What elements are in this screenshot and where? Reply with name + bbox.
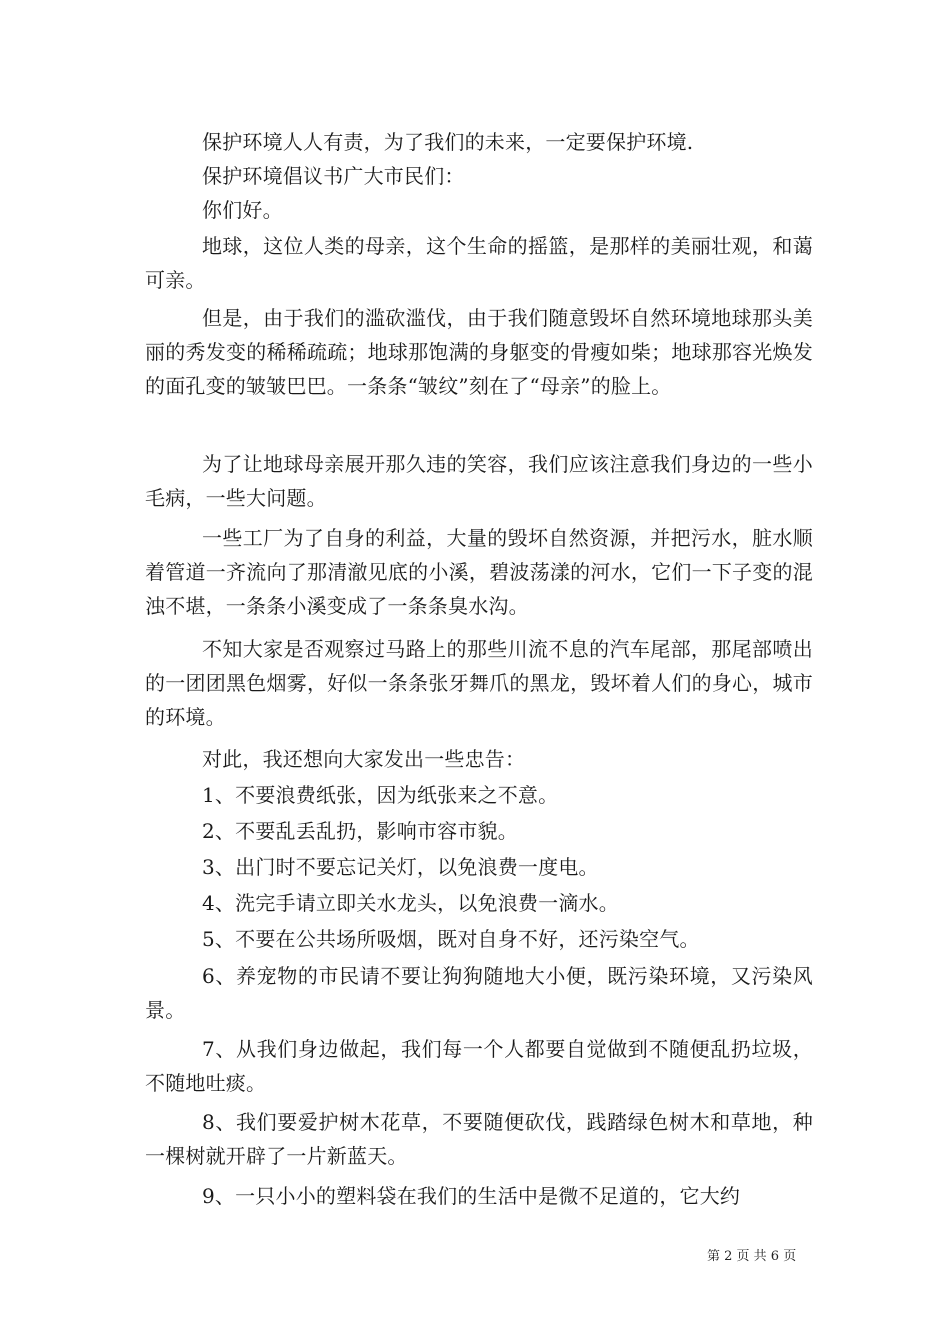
list-item-5: 5、不要在公共场所吸烟，既对自身不好，还污染空气。 [202,927,700,951]
list-item-7: 7、从我们身边做起，我们每一个人都要自觉做到不随便乱扔垃圾，不随地吐痰。 [145,1037,813,1095]
list-item-8: 8、我们要爱护树木花草，不要随便砍伐，践踏绿色树木和草地，种一棵树就开辟了一片新蓝天。 [145,1110,813,1168]
paragraph-4: 地球，这位人类的母亲，这个生命的摇篮，是那样的美丽壮观，和蔼可亲。 [145,234,813,292]
list-item-3: 3、出门时不要忘记关灯，以免浪费一度电。 [202,855,599,879]
list-item-1: 1、不要浪费纸张，因为纸张来之不意。 [202,783,559,807]
paragraph-6: 为了让地球母亲展开那久违的笑容，我们应该注意我们身边的一些小毛病，一些大问题。 [145,452,813,510]
paragraph-5: 但是，由于我们的滥砍滥伐，由于我们随意毁坏自然环境地球那头美丽的秀发变的稀稀疏疏；地球那饱满的身躯变的骨瘦如柴；地球那容光焕发的面孔变的皱皱巴巴。一条条“皱纹”刻在了“母亲”的脸上。 [145,306,813,398]
paragraph-1: 保护环境人人有责，为了我们的未来，一定要保护环境. [202,130,694,154]
list-item-2: 2、不要乱丢乱扔，影响市容市貌。 [202,819,518,843]
paragraph-2: 保护环境倡议书广大市民们： [202,164,465,188]
paragraph-9: 对此，我还想向大家发出一些忠告： [202,747,526,771]
paragraph-3: 你们好。 [202,198,283,222]
paragraph-8: 不知大家是否观察过马路上的那些川流不息的汽车尾部，那尾部喷出的一团团黑色烟雾，好似一条条张牙舞爪的黑龙，毁坏着人们的身心，城市的环境。 [145,637,813,729]
paragraph-7: 一些工厂为了自身的利益，大量的毁坏自然资源，并把污水，脏水顺着管道一齐流向了那清澈见底的小溪，碧波荡漾的河水，它们一下子变的混浊不堪，一条条小溪变成了一条条臭水沟。 [145,526,813,618]
list-item-9: 9、一只小小的塑料袋在我们的生活中是微不足道的，它大约 [202,1184,741,1208]
list-item-6: 6、养宠物的市民请不要让狗狗随地大小便，既污染环境，又污染风景。 [145,964,813,1022]
page-number-footer: 第 2 页 共 6 页 [707,1249,797,1264]
list-item-4: 4、洗完手请立即关水龙头，以免浪费一滴水。 [202,891,619,915]
